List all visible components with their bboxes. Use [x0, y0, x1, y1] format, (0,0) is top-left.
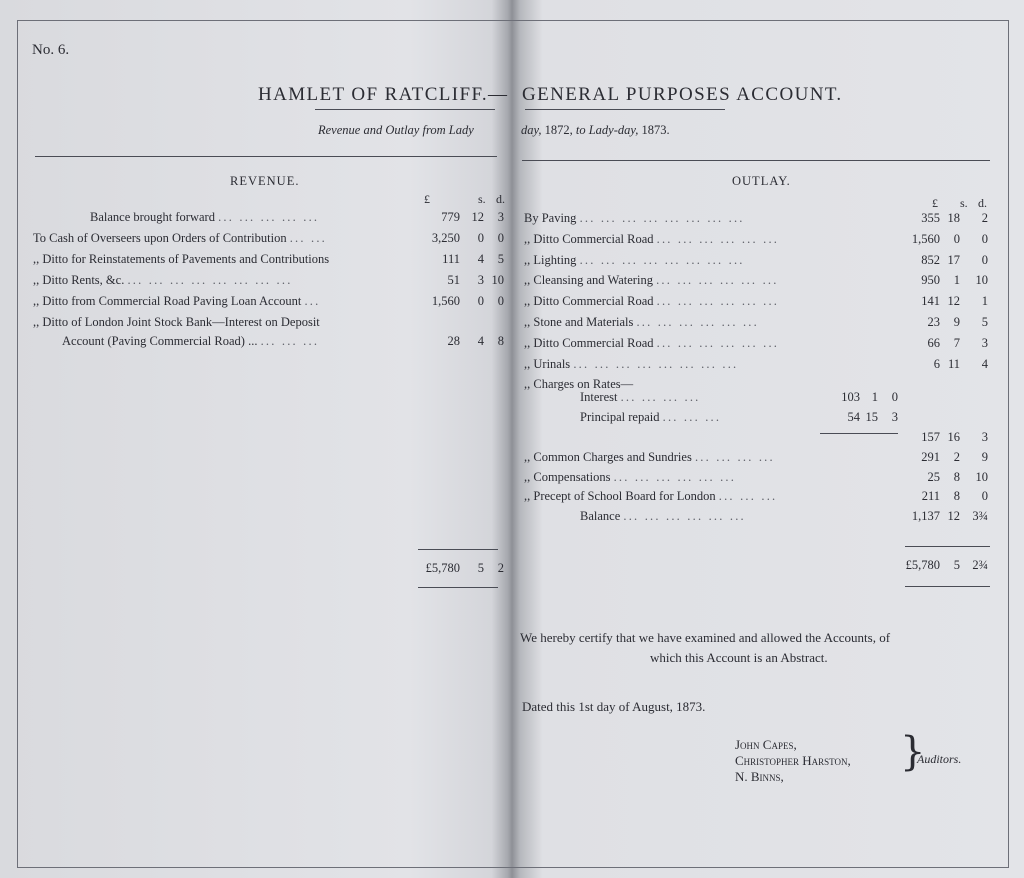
revenue-row-label: ,, Ditto from Commercial Road Paving Loan Account [33, 294, 302, 308]
charges-row-pence: 3 [891, 410, 898, 424]
outlay-row [524, 357, 738, 372]
revenue-row [62, 334, 319, 349]
title-rule-right [525, 109, 725, 110]
outlay-row-pounds: 1,137 [911, 509, 940, 524]
outlay-row-pence: 10 [975, 469, 988, 484]
outlay-row-shillings: 11 [947, 356, 960, 371]
outlay-row-shillings: 8 [953, 469, 960, 484]
outlay-row-label: ,, Urinals [524, 356, 571, 371]
revenue-row-pence: 8 [497, 334, 504, 348]
charges-row-label: Interest [580, 390, 618, 404]
revenue-col-shillings: s. [478, 192, 486, 206]
outlay-total-rule-top [905, 546, 990, 547]
charges-total-pence: 3 [981, 430, 988, 444]
outlay-row-pounds: 291 [921, 450, 940, 464]
revenue-row [90, 210, 319, 225]
outlay-row-shillings: 17 [947, 252, 960, 267]
outlay-row-shillings: 8 [953, 489, 960, 504]
outlay-row [524, 315, 759, 330]
revenue-total-rule-bottom [418, 587, 498, 588]
outlay-row-pounds: 25 [927, 469, 940, 484]
outlay-row-dots: ... ... ... ... ... ... ... ... [573, 356, 739, 371]
outlay-row-label: Balance [580, 509, 621, 524]
revenue-col-pence: d. [496, 192, 505, 206]
outlay-row-pence: 5 [981, 315, 988, 329]
outlay-row-label: ,, Charges on Rates— [524, 377, 634, 392]
outlay-row-pounds: 355 [921, 211, 940, 225]
revenue-total-pounds: £5,780 [425, 561, 460, 575]
subtitle-left: Revenue and Outlay from Lady [318, 123, 474, 137]
outlay-row-dots: ... ... ... ... [694, 450, 775, 464]
outlay-row-pounds: 950 [921, 273, 940, 288]
charges-row-dots: ... ... ... ... [620, 390, 701, 404]
outlay-row-pence: 3¾ [972, 509, 988, 524]
outlay-col-pounds: £ [932, 196, 938, 210]
outlay-row-label: ,, Lighting [524, 252, 577, 267]
revenue-row [33, 315, 320, 330]
certificate-line2: which this Account is an Abstract. [650, 650, 828, 665]
outlay-row-pence: 0 [981, 489, 988, 504]
outlay-row [524, 232, 779, 247]
revenue-row-label: Balance brought forward [90, 210, 215, 224]
outlay-row-pounds: 6 [933, 356, 940, 371]
charges-row-shillings: 1 [871, 390, 878, 404]
subtitle-year1: 1872, [544, 123, 573, 137]
charges-row-interest [580, 390, 700, 405]
revenue-row [33, 273, 293, 288]
outlay-row [524, 211, 745, 226]
outlay-row-shillings: 2 [953, 450, 960, 464]
outlay-col-pence: d. [978, 196, 987, 210]
outlay-row-pence: 9 [981, 450, 988, 464]
outlay-row-pence: 0 [981, 252, 988, 267]
revenue-row [33, 231, 327, 246]
outlay-row-pence: 1 [981, 294, 988, 309]
outlay-row-dots: ... ... ... ... ... ... [656, 231, 780, 246]
charges-row-pounds: 54 [847, 410, 860, 424]
outlay-row-label: ,, Ditto Commercial Road [524, 231, 654, 246]
revenue-row-pounds: 3,250 [431, 231, 460, 245]
revenue-row-pence: 10 [491, 273, 504, 287]
outlay-row-dots: ... ... ... ... ... ... ... ... [579, 211, 745, 225]
outlay-row-shillings: 18 [947, 211, 960, 225]
revenue-row-pounds: 111 [442, 252, 460, 266]
revenue-total-rule-top [418, 549, 498, 550]
outlay-row [524, 489, 777, 504]
outlay-total-shillings: 5 [953, 558, 960, 572]
outlay-row [580, 509, 746, 524]
revenue-row-shillings: 0 [477, 231, 484, 245]
outlay-row-pence: 3 [981, 335, 988, 350]
outlay-row-label: ,, Common Charges and Sundries [524, 450, 692, 464]
outlay-total-rule-bottom [905, 586, 990, 587]
certificate-dated: Dated this 1st day of August, 1873. [522, 699, 706, 714]
subtitle-year2: 1873. [641, 123, 670, 137]
outlay-row-dots: ... ... ... ... ... ... [636, 315, 759, 329]
outlay-row-shillings: 9 [953, 315, 960, 329]
subtitle-right [521, 123, 670, 138]
revenue-row-shillings: 3 [477, 273, 484, 287]
revenue-col-pounds: £ [424, 192, 430, 206]
outlay-row-pence: 10 [975, 273, 988, 288]
auditor-name: John Capes, [735, 737, 797, 752]
charges-row-dots: ... ... ... [662, 410, 722, 424]
revenue-row-pence: 0 [497, 231, 504, 245]
outlay-row-dots: ... ... ... ... ... ... [656, 273, 779, 288]
charges-row-pence: 0 [891, 390, 898, 404]
revenue-row-pence: 0 [497, 294, 504, 308]
revenue-row-pence: 3 [497, 210, 504, 224]
outlay-row [524, 253, 745, 268]
revenue-row-label: To Cash of Overseers upon Orders of Contribution [33, 231, 287, 245]
auditor-name: Christopher Harston, [735, 753, 851, 768]
outlay-row-shillings: 7 [953, 335, 960, 350]
revenue-row-shillings: 4 [477, 334, 484, 348]
auditor-name: N. Binns, [735, 769, 784, 784]
outlay-row [524, 336, 779, 351]
revenue-total-pence: 2 [497, 561, 504, 575]
title-rule-left [315, 109, 495, 110]
outlay-row-shillings: 12 [947, 294, 960, 309]
subtitle-to-lady-day: to Lady-day, [575, 123, 639, 137]
outlay-row [524, 273, 779, 288]
page-border [17, 20, 1009, 868]
outlay-row-dots: ... ... ... ... ... ... [656, 335, 780, 350]
revenue-row-pounds: 51 [447, 273, 460, 287]
outlay-row-label: ,, Ditto Commercial Road [524, 335, 654, 350]
revenue-row-dots: ... ... ... [260, 334, 320, 348]
outlay-row-label: ,, Ditto Commercial Road [524, 294, 654, 309]
revenue-row [33, 252, 329, 267]
charges-row-shillings: 15 [865, 410, 878, 424]
auditors-label: Auditors. [917, 752, 962, 766]
outlay-row-label: ,, Compensations [524, 469, 611, 484]
revenue-row-label: ,, Ditto of London Joint Stock Bank—Interest on Deposit [33, 315, 320, 329]
revenue-row-shillings: 0 [477, 294, 484, 308]
outlay-row-dots: ... ... ... ... ... ... [613, 469, 737, 484]
revenue-row-dots: ... ... [289, 231, 328, 245]
certificate-line1: We hereby certify that we have examined and allowed the Accounts, of [520, 630, 891, 645]
outlay-row-label: By Paving [524, 211, 577, 225]
outlay-row-label: ,, Precept of School Board for London [524, 489, 716, 504]
revenue-row-dots: ... [304, 294, 321, 308]
revenue-row-shillings: 4 [477, 252, 484, 266]
outlay-col-shillings: s. [960, 196, 968, 210]
outlay-row-pounds: 23 [927, 315, 940, 329]
charges-row-pounds: 103 [841, 390, 860, 404]
revenue-row-label: ,, Ditto Rents, &c. [33, 273, 125, 287]
header-rule-right [522, 160, 990, 161]
title-right: GENERAL PURPOSES ACCOUNT. [522, 84, 843, 105]
revenue-row-pounds: 28 [447, 334, 460, 348]
charges-subtotal-rule [820, 433, 898, 434]
document-number: No. 6. [32, 42, 70, 58]
outlay-row-pence: 4 [981, 356, 988, 371]
outlay-row-label: ,, Cleansing and Watering [524, 273, 653, 288]
outlay-row-label: ,, Stone and Materials [524, 315, 634, 329]
outlay-total-pounds: £5,780 [905, 558, 940, 572]
outlay-row-dots: ... ... ... ... ... ... [623, 509, 746, 524]
revenue-row-pence: 5 [497, 252, 504, 266]
charges-total-shillings: 16 [947, 430, 960, 444]
revenue-row-pounds: 1,560 [431, 294, 460, 308]
revenue-row [33, 294, 320, 309]
outlay-row-dots: ... ... ... [718, 489, 778, 504]
outlay-row-shillings: 0 [953, 231, 960, 246]
revenue-row-shillings: 12 [471, 210, 484, 224]
outlay-row-pounds: 141 [921, 294, 940, 309]
outlay-row-pounds: 66 [927, 335, 940, 350]
revenue-row-dots: ... ... ... ... ... [218, 210, 320, 224]
revenue-row-pounds: 779 [441, 210, 460, 224]
outlay-row-pounds: 852 [921, 252, 940, 267]
charges-row-principal [580, 410, 721, 425]
outlay-row [524, 294, 779, 309]
revenue-heading: REVENUE. [230, 174, 300, 188]
outlay-row-pounds: 1,560 [911, 231, 940, 246]
outlay-row-shillings: 12 [947, 509, 960, 524]
outlay-heading: OUTLAY. [732, 174, 791, 188]
outlay-row-pounds: 211 [921, 489, 940, 504]
header-rule-left [35, 156, 497, 157]
revenue-row-dots: ... ... ... ... ... ... ... ... [127, 273, 293, 287]
subtitle-day: day, [521, 123, 542, 137]
outlay-total-pence: 2¾ [972, 558, 988, 572]
outlay-row-dots: ... ... ... ... ... ... [656, 294, 780, 309]
outlay-row-dots: ... ... ... ... ... ... ... ... [579, 252, 745, 267]
outlay-row-shillings: 1 [953, 273, 960, 288]
charges-row-label: Principal repaid [580, 410, 660, 424]
revenue-row-label: ,, Ditto for Reinstatements of Pavements and Contributions [33, 252, 330, 266]
revenue-total-shillings: 5 [477, 561, 484, 575]
outlay-row-pence: 0 [981, 231, 988, 246]
outlay-row-pence: 2 [981, 211, 988, 225]
outlay-row [524, 470, 736, 485]
title-left: HAMLET OF RATCLIFF.— [258, 84, 509, 105]
auditors-brace: } [900, 729, 926, 775]
charges-total-pounds: 157 [921, 430, 940, 444]
revenue-row-label: Account (Paving Commercial Road) ... [62, 334, 258, 348]
outlay-row [524, 450, 775, 465]
